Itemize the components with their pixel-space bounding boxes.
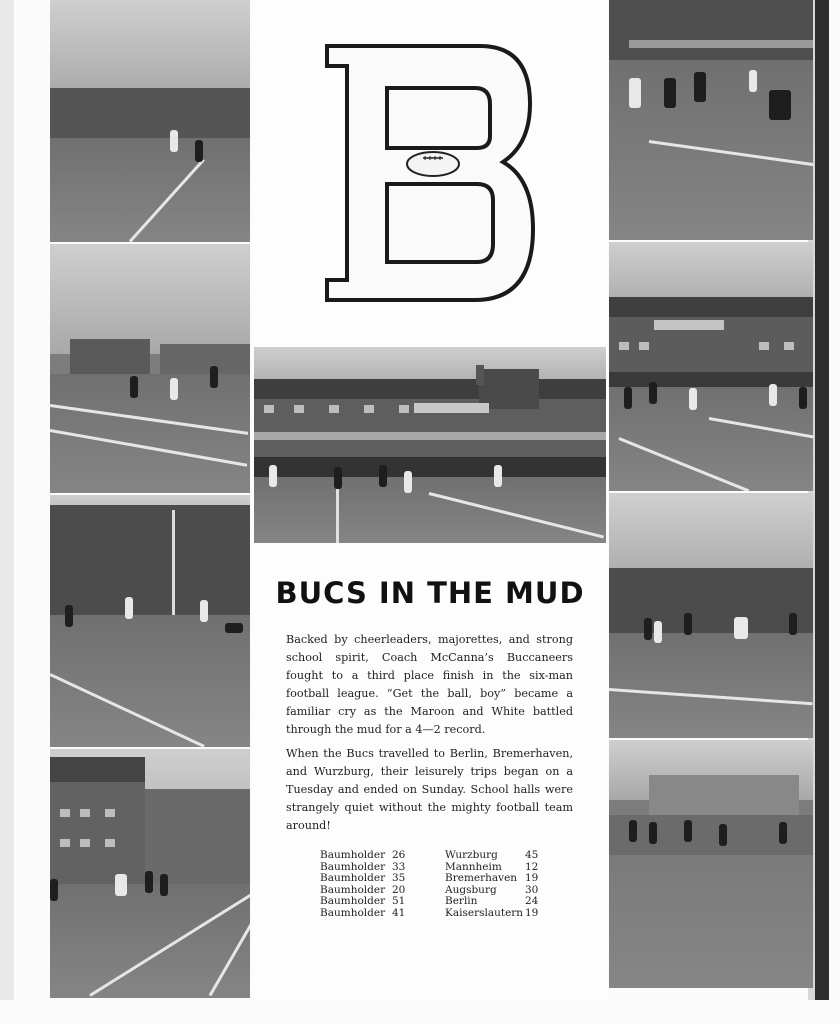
score-points: 45 [525,849,539,861]
photo-right-2 [609,242,813,491]
score-points: 33 [392,860,406,873]
photo-left-3 [50,495,250,747]
scores-right-table [445,850,545,920]
score-row [320,908,412,920]
score-row [320,850,412,862]
score-points: 26 [392,849,406,861]
photo-left-4 [50,749,250,998]
photo-right-4 [609,740,813,988]
score-team: Berlin [445,895,478,908]
score-points: 24 [525,895,539,908]
score-team: Augsburg [445,883,497,896]
photo-left-2 [50,244,250,493]
scores-left-table [320,850,412,920]
score-points: 19 [525,906,539,919]
football-icon [405,150,461,178]
score-team: Baumholder [320,883,386,896]
article-paragraph-2: When the Bucs travelled to Berlin, Bremerhaven, and Wurzburg, their leisurely trips began on a Tuesday and ended on Sunday. School halls were strangely quiet without the mighty football team around! [286,747,573,832]
score-points: 19 [525,872,539,885]
photo-right-3 [609,493,813,738]
score-points: 51 [392,895,406,908]
score-points: 20 [392,883,406,896]
score-team: Baumholder [320,906,386,919]
score-team: Bremerhaven [445,872,518,885]
score-team: Baumholder [320,849,386,861]
score-row [445,908,545,920]
score-team: Kaiserslautern [445,906,524,919]
score-team: Mannheim [445,860,502,873]
score-points: 12 [525,860,539,873]
photo-right-1 [609,0,813,240]
page-edge-left [0,0,14,1000]
article-paragraph-1: Backed by cheerleaders, majorettes, and strong school spirit, Coach McCanna’s Buccaneers fought to a third place finish in the six-man football league. “Get the ball, boy” became a familiar cry as the Maroon and White battled through the mud for a 4—2 record. [286,633,573,736]
binding-shadow [815,0,829,1000]
score-team: Baumholder [320,895,386,908]
photo-center-school-game [254,347,606,543]
score-row [445,850,545,862]
score-team: Wurzburg [445,849,498,861]
score-points: 41 [392,906,406,919]
score-team: Baumholder [320,860,386,873]
photo-left-1 [50,0,250,242]
article-title: BUCS IN THE MUD [275,576,585,610]
score-points: 35 [392,872,406,885]
score-points: 30 [525,883,539,896]
score-team: Baumholder [320,872,386,885]
